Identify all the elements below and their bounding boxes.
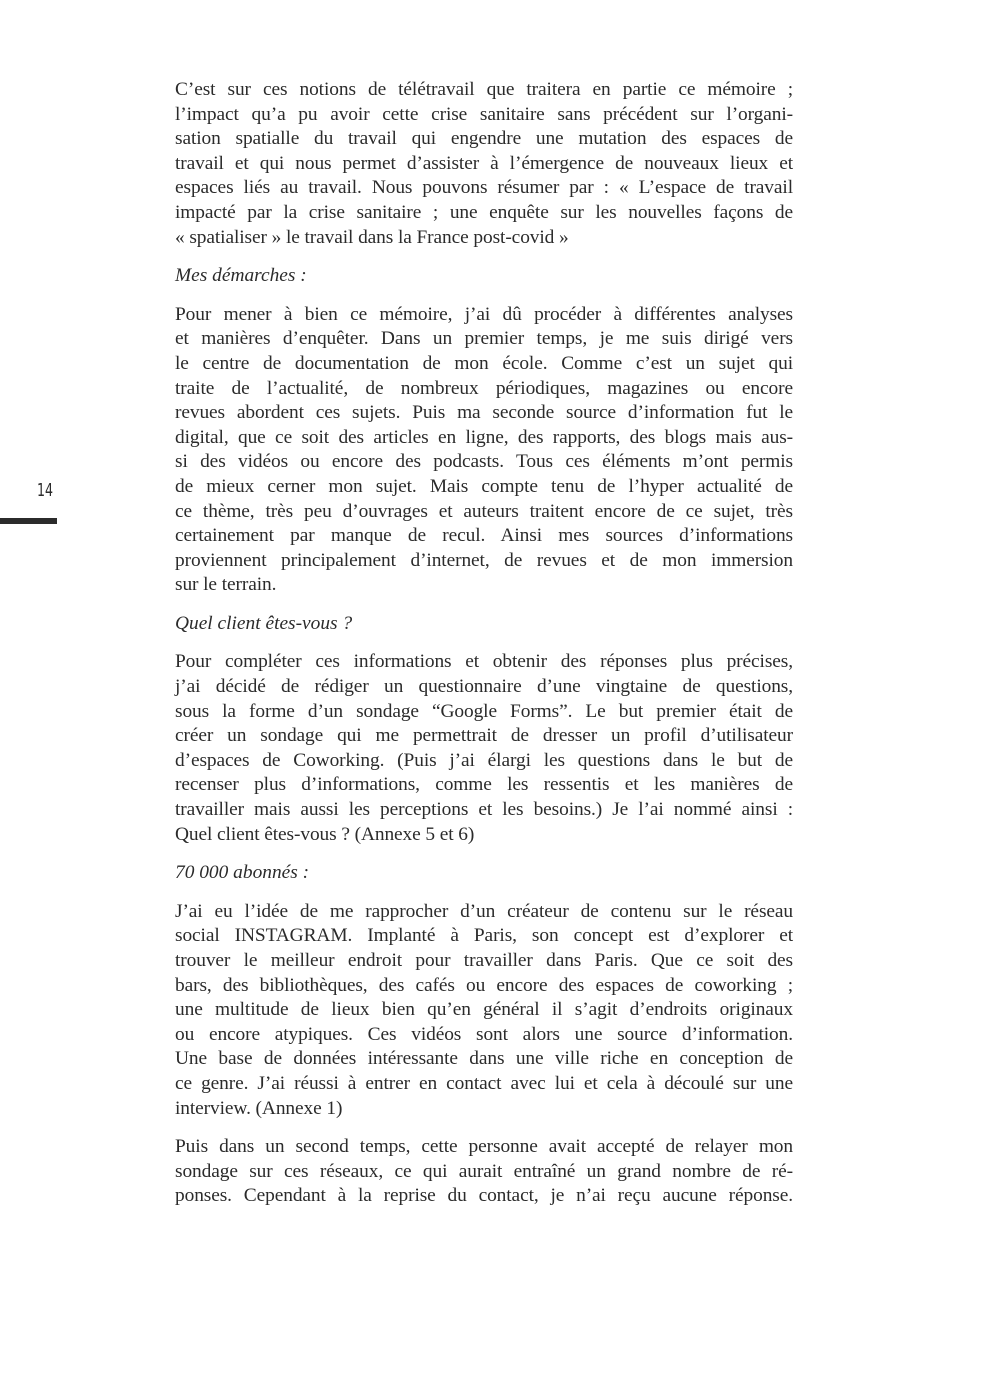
text-line: impacté par la crise sanitaire ; une enquête sur les nouvelles façons de <box>175 201 793 223</box>
text-line: social INSTAGRAM. Implanté à Paris, son concept est d’explorer et <box>175 925 793 947</box>
text-line: revues abordent ces sujets. Puis ma seconde source d’information fut le <box>175 402 793 424</box>
text-line: traite de l’actualité, de nombreux périodiques, magazines ou encore <box>175 377 793 399</box>
text-line: sous la forme d’un sondage “Google Forms”. Le but premier était de <box>175 700 793 722</box>
text-line: interview. (Annexe 1) <box>175 1097 343 1119</box>
text-line: d’espaces de Coworking. (Puis j’ai élargi les questions dans le but de <box>175 749 793 771</box>
text-line: Une base de données intéressante dans une ville riche en conception de <box>175 1048 793 1070</box>
text-line: ou encore atypiques. Ces vidéos sont alors une source d’information. <box>175 1023 793 1045</box>
text-line: une multitude de lieux bien qu’en général il s’agit d’endroits originaux <box>175 999 793 1021</box>
section-heading-abonnes: 70 000 abonnés : <box>175 862 310 884</box>
text-line: sur le terrain. <box>175 574 277 596</box>
text-line: espaces liés au travail. Nous pouvons résumer par : « L’espace de travail <box>175 177 793 199</box>
text-line: J’ai eu l’idée de me rapprocher d’un créateur de contenu sur le réseau <box>175 900 793 922</box>
text-line: bars, des bibliothèques, des cafés ou encore des espaces de coworking ; <box>175 974 793 996</box>
text-line: « spatialiser » le travail dans la France post-covid » <box>175 226 569 248</box>
intro-paragraph <box>175 78 793 250</box>
text-line: Pour mener à bien ce mémoire, j’ai dû procéder à différentes analyses <box>175 303 793 325</box>
text-line: Quel client êtes-vous ? (Annexe 5 et 6) <box>175 823 475 845</box>
text-line: travail et qui nous permet d’assister à l’émergence de nouveaux lieux et <box>175 152 793 174</box>
text-line: trouver le meilleur endroit pour travailler dans Paris. Que ce soit des <box>175 950 793 971</box>
text-line: Puis dans un second temps, cette personne avait accepté de relayer mon <box>175 1136 793 1158</box>
text-line: si des vidéos ou encore des podcasts. Tous ces éléments m’ont permis <box>175 451 793 473</box>
text-line: sondage sur ces réseaux, ce qui aurait entraîné un grand nombre de ré- <box>175 1160 793 1182</box>
text-line: proviennent principalement d’internet, de revues et de mon immersion <box>175 549 793 571</box>
demarches-paragraph <box>175 303 793 598</box>
section-heading-quel-client: Quel client êtes-vous ? <box>175 612 353 634</box>
text-line: le centre de documentation de mon école. Comme c’est un sujet qui <box>175 352 793 374</box>
text-line: ce genre. J’ai réussi à entrer en contact avec lui et cela à découlé sur une <box>175 1072 793 1094</box>
text-line: certainement par manque de recul. Ainsi mes sources d’informations <box>175 525 793 547</box>
text-line: de mieux cerner mon sujet. Mais compte tenu de l’hyper actualité de <box>175 475 793 497</box>
text-line: ponses. Cependant à la reprise du contact, je n’ai reçu aucune réponse. <box>175 1185 793 1207</box>
section-heading-mes-demarches: Mes démarches : <box>175 265 307 287</box>
page-marker-bar <box>0 518 57 524</box>
follow-up-paragraph <box>175 1135 793 1209</box>
text-line: Pour compléter ces informations et obtenir des réponses plus précises, <box>175 651 793 673</box>
instagram-paragraph <box>175 900 793 1121</box>
text-line: et manières d’enquêter. Dans un premier temps, je me suis dirigé vers <box>175 328 793 350</box>
body-text-column <box>175 78 793 1223</box>
text-line: l’impact qu’a pu avoir cette crise sanitaire sans précédent sur l’organi- <box>175 103 793 125</box>
text-line: recenser plus d’informations, comme les ressentis et les manières de <box>175 774 793 796</box>
text-line: C’est sur ces notions de télétravail que traitera en partie ce mémoire ; <box>175 79 793 100</box>
text-line: digital, que ce soit des articles en ligne, des rapports, des blogs mais aus- <box>175 426 793 448</box>
text-line: travailler mais aussi les perceptions et les besoins.) Je l’ai nommé ainsi : <box>175 799 793 821</box>
text-line: ce thème, très peu d’ouvrages et auteurs traitent encore de ce sujet, très <box>175 500 793 522</box>
questionnaire-paragraph <box>175 650 793 847</box>
text-line: sation spatialle du travail qui engendre une mutation des espaces de <box>175 128 793 150</box>
text-line: créer un sondage qui me permettrait de dresser un profil d’utilisateur <box>175 725 793 747</box>
text-line: j’ai décidé de rédiger un questionnaire d’une vingtaine de questions, <box>175 676 793 698</box>
page-number: 14 <box>37 480 54 501</box>
